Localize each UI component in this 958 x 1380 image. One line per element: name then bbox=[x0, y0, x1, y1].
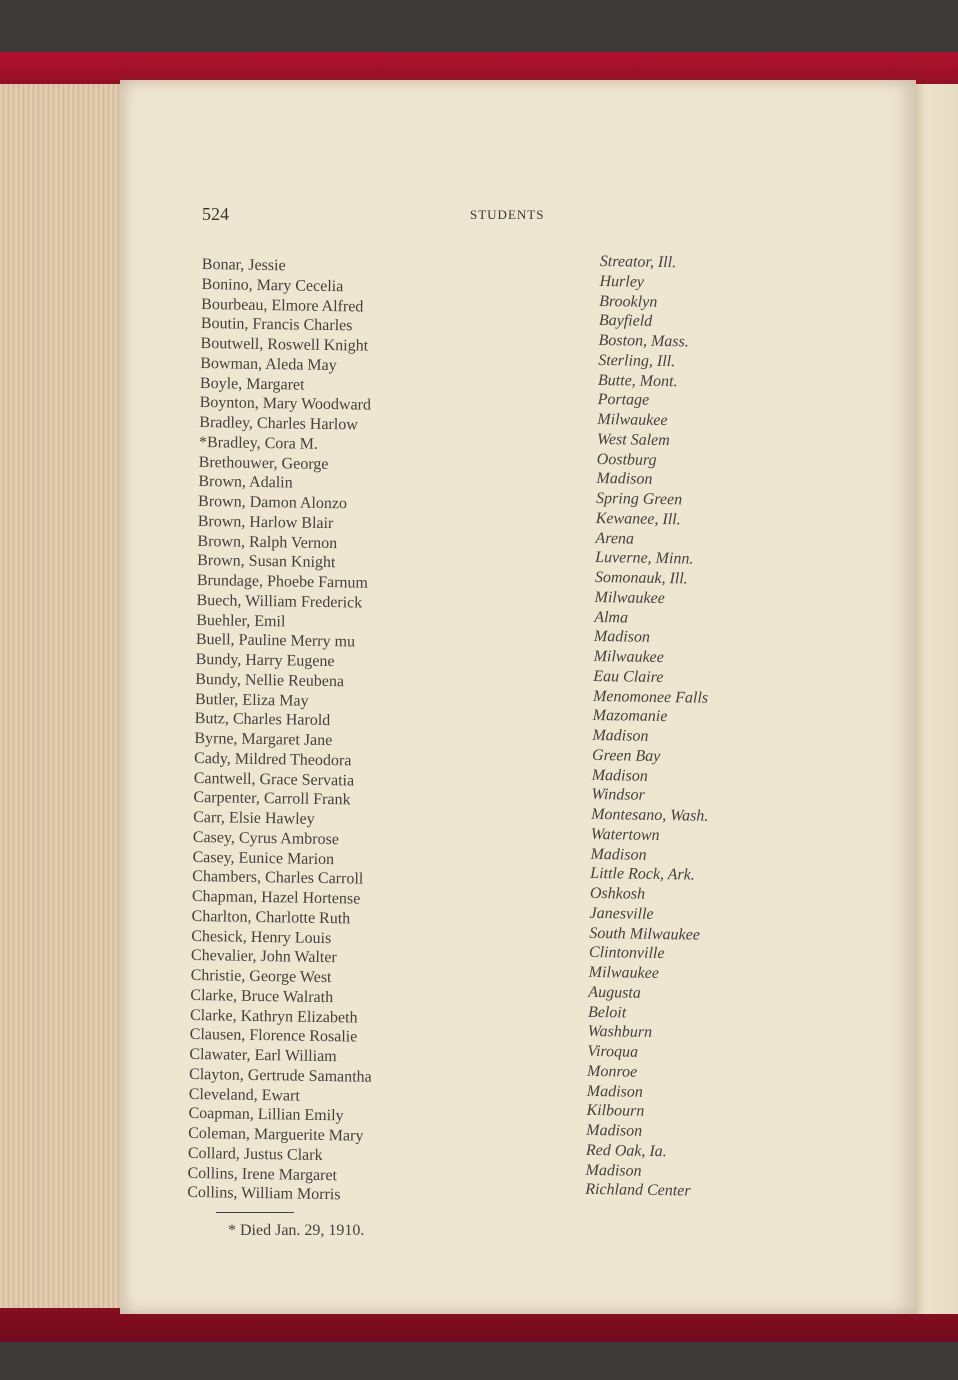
student-hometown: Clintonville bbox=[588, 944, 665, 963]
student-name: Brown, Adalin bbox=[198, 473, 293, 492]
student-hometown: Richland Center bbox=[585, 1181, 691, 1200]
student-name: Carr, Elsie Hawley bbox=[193, 808, 315, 828]
student-name: Bourbeau, Elmore Alfred bbox=[201, 295, 364, 316]
student-hometown: Red Oak, Ia. bbox=[585, 1141, 667, 1160]
student-name: Casey, Cyrus Ambrose bbox=[192, 828, 340, 848]
page-number: 524 bbox=[202, 204, 229, 224]
student-names-column bbox=[187, 255, 502, 1208]
student-hometown: West Salem bbox=[596, 430, 670, 449]
student-hometown: Madison bbox=[591, 766, 648, 785]
student-name: Byrne, Margaret Jane bbox=[194, 729, 333, 750]
student-hometown: Milwaukee bbox=[588, 963, 660, 983]
student-hometown: Watertown bbox=[590, 825, 660, 844]
student-name: Bonar, Jessie bbox=[201, 255, 286, 275]
student-hometown: Milwaukee bbox=[594, 588, 665, 607]
student-hometown: Somonauk, Ill. bbox=[594, 568, 688, 588]
student-hometown: Beloit bbox=[587, 1003, 627, 1022]
student-name: Clarke, Kathryn Elizabeth bbox=[189, 1006, 358, 1027]
student-hometown: Washburn bbox=[587, 1023, 653, 1042]
student-name: Butler, Eliza May bbox=[194, 690, 309, 710]
student-hometown: Butte, Mont. bbox=[597, 371, 678, 390]
student-hometown: Brooklyn bbox=[599, 292, 658, 311]
student-hometown: South Milwaukee bbox=[589, 924, 701, 944]
student-hometown: Madison bbox=[586, 1121, 643, 1140]
student-name: Clayton, Gertrude Samantha bbox=[188, 1065, 372, 1086]
student-name: Cantwell, Grace Servatia bbox=[193, 769, 355, 789]
student-hometown: Madison bbox=[593, 628, 651, 647]
student-name: Butz, Charles Harold bbox=[194, 710, 331, 730]
student-hometown: Monroe bbox=[586, 1062, 638, 1081]
student-name: Chapman, Hazel Hortense bbox=[191, 887, 361, 908]
student-name: Buell, Pauline Merry mu bbox=[195, 631, 356, 651]
footnote: * Died Jan. 29, 1910. bbox=[228, 1222, 365, 1239]
student-name: Christie, George West bbox=[190, 966, 332, 987]
student-name: Coapman, Lillian Emily bbox=[188, 1105, 344, 1125]
facing-page-edge bbox=[912, 84, 958, 1314]
page-header bbox=[202, 204, 558, 228]
student-hometown: Janesville bbox=[589, 904, 654, 923]
student-name: Brundage, Phoebe Farnum bbox=[196, 571, 369, 592]
student-name: Brown, Susan Knight bbox=[197, 552, 336, 572]
student-name: Clarke, Bruce Walrath bbox=[190, 986, 334, 1006]
student-hometown: Streator, Ill. bbox=[599, 252, 677, 272]
student-name: Brethouwer, George bbox=[198, 453, 329, 473]
student-hometown: Portage bbox=[597, 391, 650, 410]
student-name: Chesick, Henry Louis bbox=[191, 927, 332, 947]
student-hometown: Madison bbox=[590, 845, 647, 864]
student-name: Boutwell, Roswell Knight bbox=[200, 334, 369, 355]
student-hometown: Viroqua bbox=[587, 1042, 639, 1061]
student-name: Bradley, Charles Harlow bbox=[199, 413, 358, 434]
student-hometown: Alma bbox=[594, 608, 629, 626]
student-name: Clawater, Earl William bbox=[189, 1045, 337, 1066]
student-hometown: Arena bbox=[595, 529, 635, 548]
student-name: Bowman, Aleda May bbox=[200, 354, 337, 374]
student-hometown: Montesano, Wash. bbox=[591, 805, 709, 825]
student-name: Bonino, Mary Cecelia bbox=[201, 275, 344, 295]
student-name: Buehler, Emil bbox=[196, 611, 286, 630]
student-hometown: Bayfield bbox=[598, 312, 653, 331]
student-hometown: Augusta bbox=[588, 983, 641, 1002]
student-name: Bundy, Harry Eugene bbox=[195, 650, 335, 671]
student-hometown: Sterling, Ill. bbox=[598, 351, 676, 370]
book-page bbox=[120, 80, 916, 1314]
footnote-rule bbox=[216, 1212, 294, 1213]
student-name: Buech, William Frederick bbox=[196, 591, 363, 612]
student-name: Coleman, Marguerite Mary bbox=[188, 1124, 364, 1145]
page-stack-edge bbox=[0, 84, 125, 1308]
student-name: Bundy, Nellie Reubena bbox=[195, 670, 345, 691]
student-hometown: Eau Claire bbox=[593, 667, 664, 686]
student-name: Boutin, Francis Charles bbox=[200, 315, 353, 335]
student-name: Collins, William Morris bbox=[187, 1184, 341, 1204]
student-hometown: Madison bbox=[586, 1082, 643, 1101]
student-name: Collins, Irene Margaret bbox=[187, 1164, 338, 1184]
student-hometown: Little Rock, Ark. bbox=[590, 865, 695, 884]
student-hometown: Oostburg bbox=[596, 450, 657, 469]
student-hometown: Menomonee Falls bbox=[592, 687, 709, 707]
student-name: Brown, Ralph Vernon bbox=[197, 532, 338, 552]
student-name: Charlton, Charlotte Ruth bbox=[191, 907, 351, 928]
student-name: Carpenter, Carroll Frank bbox=[193, 789, 351, 809]
student-name: Clausen, Florence Rosalie bbox=[189, 1026, 358, 1046]
student-hometown: Mazomanie bbox=[592, 707, 668, 726]
student-name: Boyle, Margaret bbox=[199, 374, 305, 394]
student-name: Casey, Eunice Marion bbox=[192, 848, 335, 868]
student-hometown: Hurley bbox=[599, 272, 645, 291]
student-hometown: Madison bbox=[592, 726, 649, 745]
student-hometown: Kewanee, Ill. bbox=[595, 509, 681, 529]
student-hometown: Green Bay bbox=[591, 746, 661, 765]
student-hometown: Madison bbox=[596, 470, 653, 489]
student-name: Brown, Damon Alonzo bbox=[197, 492, 348, 513]
student-name: Chambers, Charles Carroll bbox=[192, 868, 364, 888]
student-hometown: Milwaukee bbox=[597, 410, 668, 430]
student-hometown: Windsor bbox=[591, 786, 645, 805]
student-name: Chevalier, John Walter bbox=[190, 947, 337, 967]
student-name: Boynton, Mary Woodward bbox=[199, 394, 372, 414]
running-head: STUDENTS bbox=[470, 207, 545, 222]
student-hometown: Milwaukee bbox=[593, 647, 664, 667]
student-hometown: Madison bbox=[585, 1161, 642, 1180]
student-hometown: Oshkosh bbox=[589, 884, 646, 903]
student-name: Cady, Mildred Theodora bbox=[193, 749, 352, 770]
student-name: Cleveland, Ewart bbox=[188, 1085, 301, 1105]
student-name: *Bradley, Cora M. bbox=[198, 433, 319, 453]
student-hometown: Boston, Mass. bbox=[598, 331, 689, 351]
student-hometown: Kilbourn bbox=[586, 1102, 645, 1121]
hometowns-column bbox=[585, 252, 780, 1203]
student-hometown: Spring Green bbox=[595, 489, 683, 509]
student-name: Collard, Justus Clark bbox=[187, 1144, 323, 1164]
student-name: Brown, Harlow Blair bbox=[197, 512, 334, 532]
student-hometown: Luverne, Minn. bbox=[595, 549, 694, 568]
